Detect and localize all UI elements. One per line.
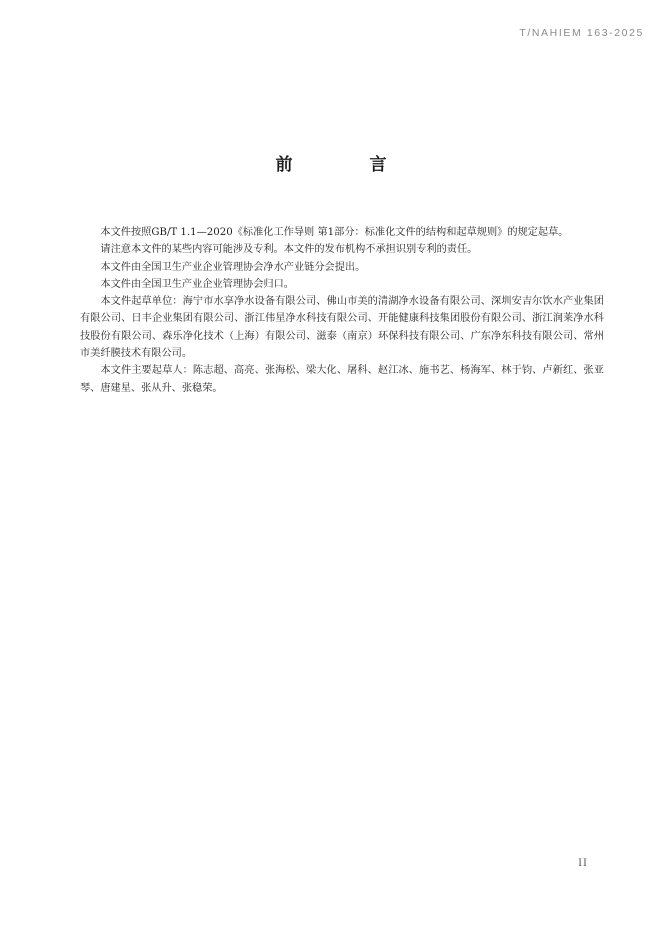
paragraph-drafting-organizations: 本文件起草单位：海宁市水享净水设备有限公司、佛山市美的清湖净水设备有限公司、深圳安吉尔饮水产业集团有限公司、日丰企业集团有限公司、浙江伟星净水科技有限公司、开能健康科技集团股份有限公司、浙江润莱净水科技股份有限公司、森乐净化技术（上海）有限公司、滋泰（南京）环保科技有限公司、广东净东科技有限公司、常州市美纤膜技术有限公司。 xyxy=(80,296,604,360)
foreword-body xyxy=(80,224,604,397)
paragraph-drafters: 本文件主要起草人：陈志超、高亮、张海松、梁大化、屠科、赵江冰、施书艺、杨海军、林于钧、卢新红、张亚琴、唐建星、张从升、张稳荣。 xyxy=(80,365,604,394)
section-title: 前 言 xyxy=(275,155,417,175)
paragraph-administrator: 本文件由全国卫生产业企业管理协会归口。 xyxy=(100,278,294,290)
document-code: T/NAHIEM 163-2025 xyxy=(519,27,644,39)
page-number: II xyxy=(578,858,588,869)
paragraph-patent-notice: 请注意本文件的某些内容可能涉及专利。本文件的发布机构不承担识别专利的责任。 xyxy=(100,244,478,256)
paragraph-standard-basis: 本文件按照GB/T 1.1—2020《标准化工作导则 第1部分：标准化文件的结构和起草规则》的规定起草。 xyxy=(100,227,569,238)
paragraph-proposer: 本文件由全国卫生产业企业管理协会净水产业链分会提出。 xyxy=(100,261,366,273)
